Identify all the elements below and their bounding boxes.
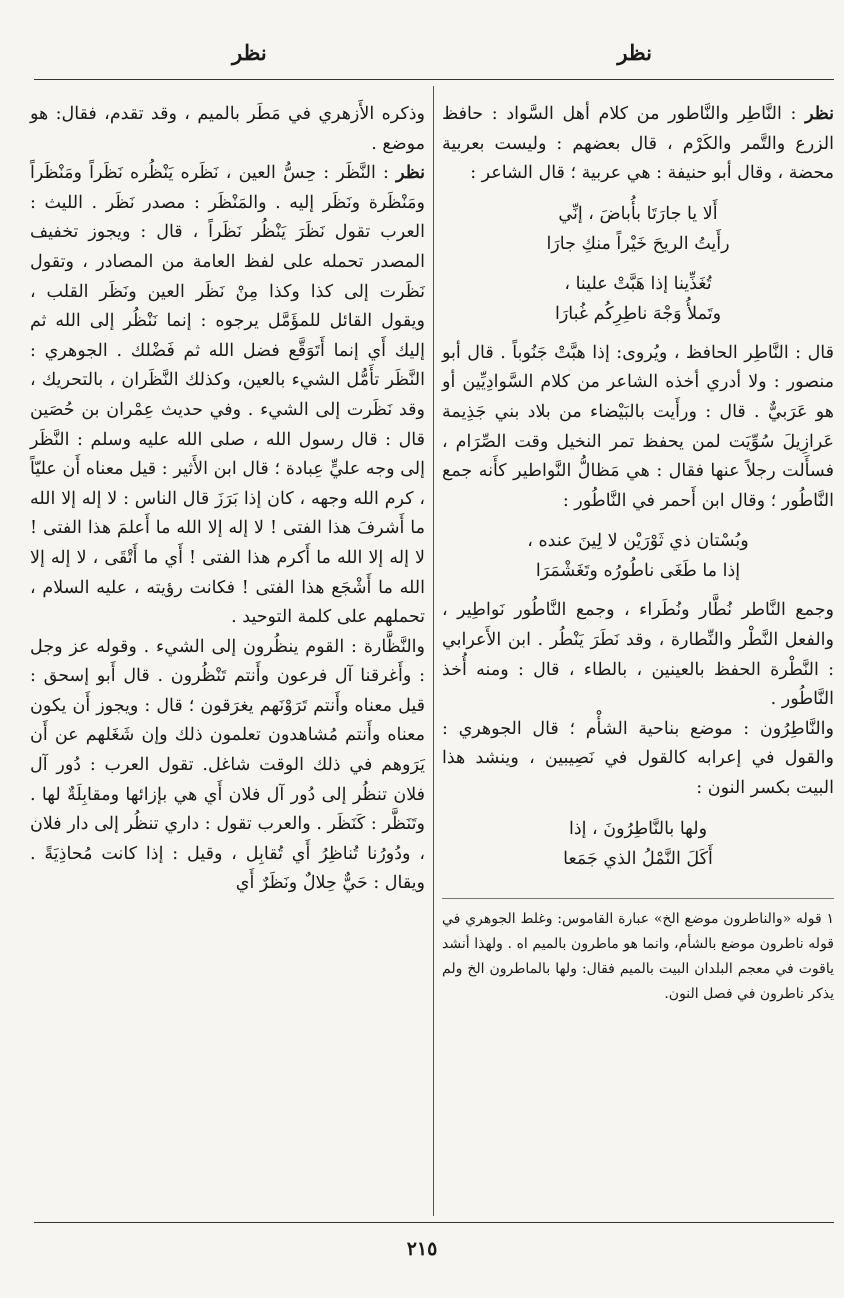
verse-line: رأَيتُ الريحَ خَيْراً منكِ جارَا	[546, 233, 730, 254]
verse-line: وتَملأُ وَجْهَ ناطِرِكُم غُبارَا	[554, 303, 722, 324]
verse-block	[442, 814, 834, 874]
entry-headword: نظر	[805, 104, 834, 124]
paragraph: وذكره الأَزهري في مَطَر بالميم ، وقد تقدم، فقال: هو موضع .	[30, 104, 425, 154]
verse-block	[442, 526, 834, 586]
verse-line: ولها بالنَّاطِرُونَ ، إذا	[568, 818, 708, 839]
header-right-word: نظر	[617, 40, 652, 65]
entry-headword: نظر	[396, 163, 425, 184]
header-rule	[34, 79, 834, 80]
header-left-word: نظر	[232, 40, 267, 65]
entry-text: : النَّاطِر والنَّاطور من كلام أهل السَّواد : حافظ الزرع والتَّمر والكَرْم ، قال بعضهم : وليست بعربية محضة ، وقال أبو حنيفة : هي عربية ؛ قال الشاعر :	[442, 104, 834, 184]
page-number: ٢١٥	[406, 1238, 438, 1260]
verse-block	[442, 199, 834, 329]
verse-line: أَكَلَ النَّمْلُ الذي جَمَعا	[563, 848, 713, 869]
paragraph: والنَّاطِرُون : موضع بناحية الشأْم ؛ قال الجوهري : والقول في إعرابه كالقول في نَصِيبين ، وينشد هذا البيت بكسر النون :	[442, 718, 834, 798]
left-column	[30, 100, 425, 899]
footnote: ١ قوله «والناطرون موضع الخ» عبارة القاموس: وغلط الجوهري في قوله ناطرون موضع بالشأم، وانما هو ماطرون بالميم اه . ولهذا أنشد ياقوت في معجم البلدان البيت بالميم فقال: ولها بالماطرون الخ ولم يذكر ناطرون في فصل النون.	[442, 898, 834, 1007]
entry-nazar	[30, 159, 425, 633]
paragraph: قال : النَّاطِر الحافظ ، ويُروى: إذا هبَّتْ جَنُوباً . قال أبو منصور : ولا أدري أخذه الشاعر من كلام السَّوادِيِّين أو هو عَرَبيٌّ . قال : ورأَيت بالبَيْضاء من بلاد بني جَذِيمة عَرازِيلَ سُوِّيَت لمن يحفظ تمر النخيل وقت الصِّرَام ، فسأَلت رجلاً عنها فقال : هي مَظالُّ النَّواطير كأَنه جمع النَّاطُور ؛ وقال ابن أَحمر في النَّاطُور :	[442, 342, 834, 511]
footer-rule	[34, 1222, 834, 1223]
verse-line: وبُسْتان ذي ثَوْرَيْن لا لِينَ عنده ،	[527, 531, 749, 552]
column-divider	[433, 86, 434, 1216]
verse-line: تُغَذِّينا إذا هَبَّتْ علينا ،	[564, 273, 712, 294]
verse-line: إذا ما طَغَى ناطُورُه وتَغَشْمَرَا	[535, 561, 741, 582]
entry-text: : النَّظَر : حِسُّ العين ، نَظَره يَنْظُره نَظَراً ومَنْظَراً ومَنْظَرة ونَظَر إليه . والمَنْظَر : مصدر نَظَر . الليث : العرب تقول نَظَرَ يَنْظُر نَظَراً ، قال : ويجوز تخفيف المصدر تحمله على لفظ العامة من المصادر ، وتقول نَظَرت إلى كذا وكذا مِنْ نَظَر العين ونَظَر القلب ، ويقول القائل للمؤَمَّل يرجوه : إنما نَنْظُر إلى الله ثم إليك أَي إنما أَتَوَقَّع فضل الله ثم فَضْلك . الجوهري : النَّظَر تأَمُّل الشيء بالعين، وكذلك النَّظَران ، بالتحريك ، وقد نَظَرت إلى الشيء . وفي حديث عِمْران بن حُصَين قال : قال رسول الله ، صلى الله عليه وسلم : النَّظَر إلى وجه عليٍّ عِبادة ؛ قال ابن الأَثير : قيل معناه أَن عليّاً ، كرم الله وجهه ، كان إذا بَرَزَ قال الناس : لا إله إلا الله ما أَشرفَ هذا الفتى ! لا إله إلا الله ما أَعلمَ هذا الفتى ! لا إله إلا الله ما أَكرم هذا الفتى ! أَي ما أَتْقَى ، لا إله إلا الله ما أَشْجَع هذا الفتى ! فكانت رؤيته ، عليه السلام ، تحملهم على كلمة التوحيد .	[30, 163, 425, 628]
paragraph: والنَّظَّارة : القوم ينظُرون إلى الشيء . وقوله عز وجل : وأَغرقنا آل فرعون وأَنتم تَنْظُرون . قال أَبو إسحق : قيل معناه وأَنتم تَرَوْنَهم يغرَقون ؛ قال : ويجوز أَن يكون معناه وأَنتم مُشاهدون تعلمون ذلك وإن شَغَلهم عن أَن يَرَوهم في ذلك الوقت شاغل. تقول العرب : دُور آل فلان تنظُر إلى دُور آل فلان أَي هي بإزائها ومقابِلَةٌ لها . وتَنَظَّر : كَنَظَر . والعرب تقول : داري تنظُر إلى دار فلان ، ودُورُنا تُناظِرُ أَي تُقابِل ، وقيل : إذا كانت مُحاذِيَةً . ويقال : حَيٌّ حِلالٌ ونَظَرٌ أَي	[30, 636, 425, 894]
verse-line: أَلا يا جارَتَا بأُباضَ ، إنِّي	[558, 203, 718, 224]
right-column	[442, 100, 834, 1007]
page-header	[0, 40, 844, 70]
entry-natar-guard	[442, 100, 834, 189]
paragraph: وجمع النَّاطر نُطَّار ونُطَراء ، وجمع النَّاطُور نَواطِير ، والفعل النَّطْر والنِّطارة ، وقد نَطَرَ يَنْطُر . ابن الأَعرابي : النَّطْرة الحفظ بالعينين ، بالطاء ، قال : ومنه أُخذ النَّاطُور .	[442, 600, 834, 710]
